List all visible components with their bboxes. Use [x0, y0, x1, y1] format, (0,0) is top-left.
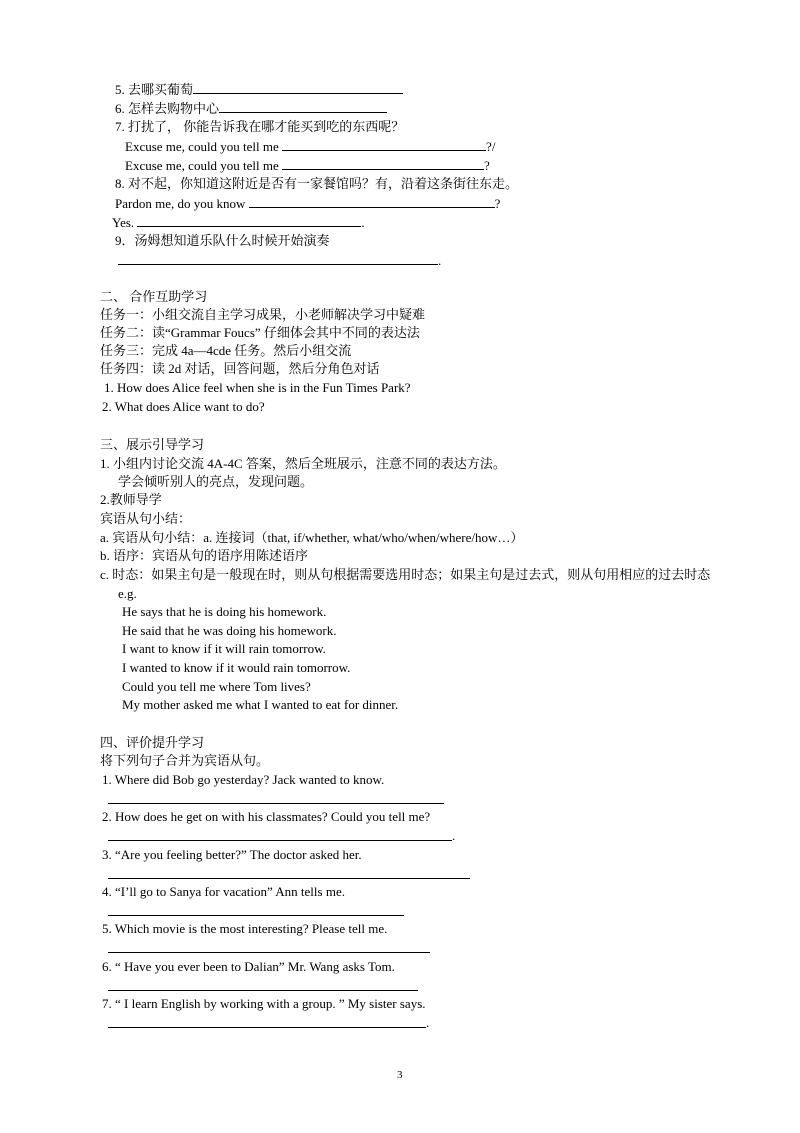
grammar-point-b: b. 语序：宾语从句的语序用陈述语序 [100, 548, 309, 563]
example-sentence: He says that he is doing his homework. [122, 604, 327, 619]
answer-line[interactable] [108, 803, 444, 804]
answer-period: . [426, 1015, 430, 1030]
exercise-item: 5. Which movie is the most interesting? Please tell me. [102, 921, 388, 936]
task-4: 任务四：读 2d 对话，回答问题，然后分角色对话 [100, 361, 380, 376]
example-label: e.g. [118, 586, 137, 601]
answer-line[interactable] [108, 1027, 426, 1028]
answer-line[interactable] [108, 952, 430, 953]
question-5: 5. 去哪买葡萄 [115, 81, 403, 98]
dialogue-question-2: 2. What does Alice want to do? [102, 399, 265, 414]
answer-period: . [452, 828, 456, 843]
task-1: 任务一：小组交流自主学习成果，小老师解决学习中疑难 [100, 307, 426, 322]
example-sentence: My mother asked me what I wanted to eat for dinner. [122, 697, 399, 712]
question-8-line-b: Yes. . [112, 215, 365, 230]
exercise-instruction: 将下列句子合并为宾语从句。 [100, 753, 270, 768]
guide-item-1: 1. 小组内讨论交流 4A-4C 答案，然后全班展示，注意不同的表达方法。 [100, 456, 506, 471]
exercise-item: 3. “Are you feeling better?” The doctor asked her. [102, 847, 362, 862]
section-heading-2: 二、 合作互助学习 [100, 289, 208, 304]
guide-item-1b: 学会倾听别人的亮点，发现问题。 [118, 474, 314, 489]
guide-item-2: 2.教师导学 [100, 492, 162, 507]
task-3: 任务三：完成 4a—4cde 任务。然后小组交流 [100, 343, 352, 358]
answer-blank[interactable] [249, 195, 495, 208]
example-sentence: He said that he was doing his homework. [122, 623, 337, 638]
question-7-line-b: Excuse me, could you tell me ? [125, 158, 490, 173]
question-8-line-a: Pardon me, do you know ? [115, 196, 501, 211]
grammar-summary-title: 宾语从句小结： [100, 511, 192, 526]
section-heading-3: 三、展示引导学习 [100, 437, 205, 452]
answer-blank[interactable] [193, 81, 403, 94]
answer-line[interactable] [108, 915, 404, 916]
page-number: 3 [397, 1069, 403, 1081]
answer-blank[interactable] [282, 138, 486, 151]
dialogue-question-1: 1. How does Alice feel when she is in the Fun Times Park? [104, 380, 411, 395]
section-heading-4: 四、评价提升学习 [100, 735, 205, 750]
exercise-item: 2. How does he get on with his classmates? Could you tell me? [102, 809, 431, 824]
example-sentence: I wanted to know if it would rain tomorrow. [122, 660, 351, 675]
example-sentence: Could you tell me where Tom lives? [122, 679, 311, 694]
example-sentence: I want to know if it will rain tomorrow. [122, 641, 326, 656]
answer-blank[interactable] [282, 157, 484, 170]
exercise-item: 1. Where did Bob go yesterday? Jack wanted to know. [102, 772, 385, 787]
exercise-item: 7. “ I learn English by working with a group. ” My sister says. [102, 996, 426, 1011]
answer-line[interactable] [108, 990, 418, 991]
answer-blank[interactable] [118, 252, 438, 265]
question-9: 9．汤姆想知道乐队什么时候开始演奏 [115, 233, 330, 248]
question-9-answer: . [118, 252, 441, 269]
question-7-line-a: Excuse me, could you tell me ?/ [125, 139, 496, 154]
question-7: 7. 打扰了， 你能告诉我在哪才能买到吃的东西呢？ [115, 119, 405, 134]
answer-line[interactable] [108, 840, 452, 841]
exercise-item: 4. “I’ll go to Sanya for vacation” Ann tells me. [102, 884, 345, 899]
answer-blank[interactable] [137, 214, 361, 227]
question-6: 6. 怎样去购物中心 [115, 100, 387, 117]
grammar-point-a: a. 宾语从句小结：a. 连接词（that, if/whether, what/who/when/where/how…） [100, 530, 524, 545]
grammar-point-c: c. 时态：如果主句是一般现在时，则从句根据需要选用时态；如果主句是过去式，则从句用相应的过去时态 [100, 567, 711, 582]
exercise-item: 6. “ Have you ever been to Dalian” Mr. Wang asks Tom. [102, 959, 395, 974]
question-8: 8. 对不起，你知道这附近是否有一家餐馆吗？有，沿着这条街往东走。 [115, 176, 519, 191]
answer-line[interactable] [108, 878, 470, 879]
answer-blank[interactable] [219, 100, 387, 113]
task-2: 任务二：读“Grammar Foucs” 仔细体会其中不同的表达法 [100, 325, 420, 340]
